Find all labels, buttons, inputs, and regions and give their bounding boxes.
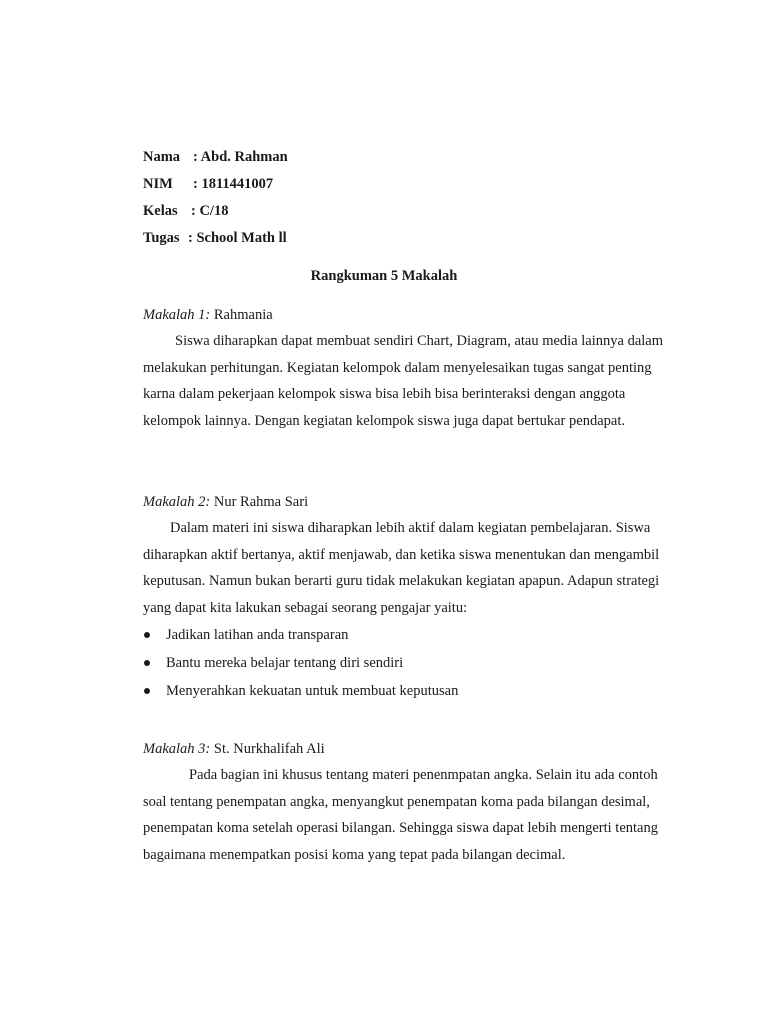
name-row <box>143 144 288 171</box>
section-label: Makalah 3: <box>143 741 211 757</box>
list-item <box>143 621 663 649</box>
nim-row <box>143 171 288 198</box>
list-item-text: Jadikan latihan anda transparan <box>166 627 349 644</box>
section-makalah-1 <box>143 302 663 434</box>
strategy-list <box>143 621 663 705</box>
task-row <box>143 225 288 252</box>
section-author: Nur Rahma Sari <box>213 494 309 510</box>
name-value: : Abd. Rahman <box>193 149 288 165</box>
section-heading <box>143 736 663 762</box>
task-value: : School Math ll <box>188 230 287 246</box>
section-makalah-3 <box>143 736 663 868</box>
section-paragraph: Dalam materi ini siswa diharapkan lebih aktif dalam kegiatan pembelajaran. Siswa diharapkan aktif bertanya, aktif menjawab, dan ketika siswa menentukan dan mengambil keputusan. Namun bukan berarti guru tidak melakukan kegiatan apapun. Adapun strategi yang dapat kita lakukan sebagai seorang pengajar yaitu: <box>143 520 660 616</box>
name-label: Nama <box>143 149 181 165</box>
section-author: Rahmania <box>213 307 273 323</box>
bullet-icon <box>144 660 150 666</box>
class-row <box>143 198 288 225</box>
nim-label: NIM <box>143 176 173 192</box>
section-paragraph: Siswa diharapkan dapat membuat sendiri Chart, Diagram, atau media lainnya dalam melakukan perhitungan. Kegiatan kelompok dalam menyelesaikan tugas sangat penting karna dalam pekerjaan kelompok siswa bisa lebih bisa berinteraksi dengan anggota kelompok lainnya. Dengan kegiatan kelompok siswa juga dapat bertukar pendapat. <box>143 333 664 429</box>
section-heading <box>143 489 663 515</box>
section-paragraph: Pada bagian ini khusus tentang materi penenmpatan angka. Selain itu ada contoh soal tentang penempatan angka, menyangkut penempatan koma pada bilangan desimal, penempatan koma setelah operasi bilangan. Sehingga siswa dapat lebih mengerti tentang bagaimana menempatkan posisi koma yang tepat pada bilangan decimal. <box>143 767 658 863</box>
class-value: : C/18 <box>191 203 229 219</box>
section-author: St. Nurkhalifah Ali <box>213 741 325 757</box>
list-item <box>143 677 663 705</box>
list-item-text: Menyerahkan kekuatan untuk membuat keputusan <box>166 683 459 700</box>
list-item-text: Bantu mereka belajar tentang diri sendiri <box>166 655 404 672</box>
list-item <box>143 649 663 677</box>
section-label: Makalah 2: <box>143 494 211 510</box>
section-label: Makalah 1: <box>143 307 211 323</box>
section-heading <box>143 302 663 328</box>
class-label: Kelas <box>143 203 178 219</box>
section-makalah-2 <box>143 489 663 705</box>
bullet-icon <box>144 632 150 638</box>
document-title: Rangkuman 5 Makalah <box>310 268 458 284</box>
nim-value: : 1811441007 <box>193 176 274 192</box>
student-info <box>143 144 288 252</box>
task-label: Tugas <box>143 230 180 246</box>
bullet-icon <box>144 688 150 694</box>
